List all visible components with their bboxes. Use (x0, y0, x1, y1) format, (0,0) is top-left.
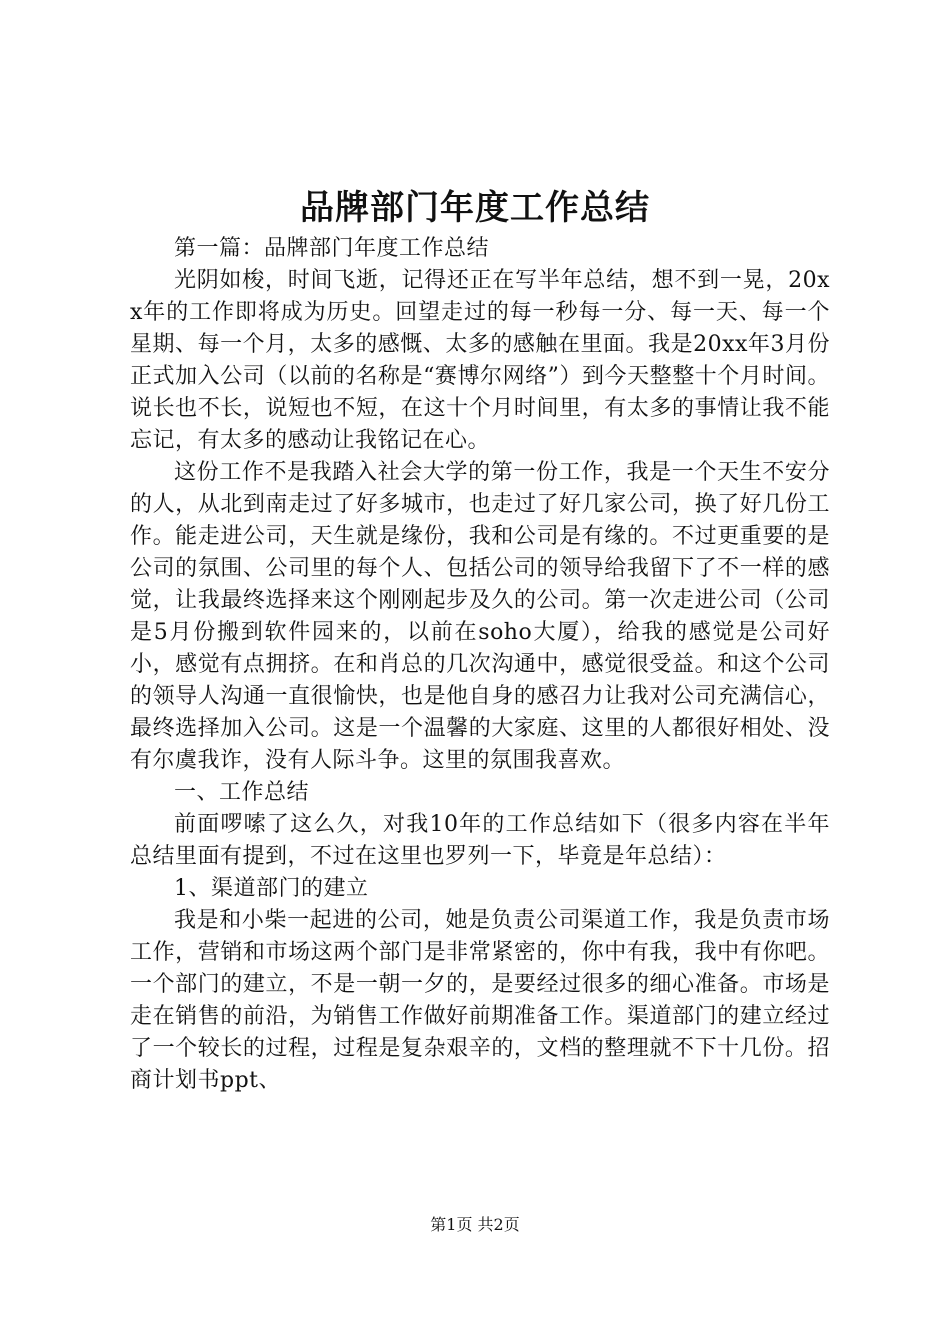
body-paragraph: 这份工作不是我踏入社会大学的第一份工作，我是一个天生不安分的人，从北到南走过了好多城市，也走过了好几家公司，换了好几份工作。能走进公司，天生就是缘份，我和公司是有缘的。不过更重要的是公司的氛围、公司里的每个人、包括公司的领导给我留下了不一样的感觉，让我最终选择来这个刚刚起步及久的公司。第一次走进公司（公司是5月份搬到软件园来的，以前在soho大厦），给我的感觉是公司好小，感觉有点拥挤。在和肖总的几次沟通中，感觉很受益。和这个公司的领导人沟通一直很愉快，也是他自身的感召力让我对公司充满信心，最终选择加入公司。这是一个温馨的大家庭、这里的人都很好相处、没有尔虞我诈，没有人际斗争。这里的氛围我喜欢。 (130, 460, 830, 773)
body-paragraph: 我是和小柴一起进的公司，她是负责公司渠道工作，我是负责市场工作，营销和市场这两个部门是非常紧密的，你中有我，我中有你吧。一个部门的建立，不是一朝一夕的，是要经过很多的细心准备。市场是走在销售的前沿，为销售工作做好前期准备工作。渠道部门的建立经过了一个较长的过程，过程是复杂艰辛的，文档的整理就不下十几份。招商计划书ppt、 (130, 908, 830, 1093)
page-number-footer: 第1页 共2页 (430, 1215, 520, 1234)
body-paragraph: 前面啰嗦了这么久，对我10年的工作总结如下（很多内容在半年总结里面有提到，不过在这里也罗列一下，毕竟是年总结）： (130, 812, 830, 869)
document-body (130, 233, 830, 1097)
body-paragraph: 光阴如梭，时间飞逝，记得还正在写半年总结，想不到一晃，20xx年的工作即将成为历史。回望走过的每一秒每一分、每一天、每一个星期、每一个月，太多的感慨、太多的感触在里面。我是20xx年3月份正式加入公司（以前的名称是“赛博尔网络”）到今天整整十个月时间。说长也不长，说短也不短，在这十个月时间里，有太多的事情让我不能忘记，有太多的感动让我铭记在心。 (130, 268, 830, 453)
subsection-heading: 1、渠道部门的建立 (174, 876, 369, 901)
section-heading: 一、工作总结 (174, 780, 310, 805)
section-heading: 第一篇：品牌部门年度工作总结 (174, 236, 490, 261)
document-title: 品牌部门年度工作总结 (300, 188, 650, 228)
